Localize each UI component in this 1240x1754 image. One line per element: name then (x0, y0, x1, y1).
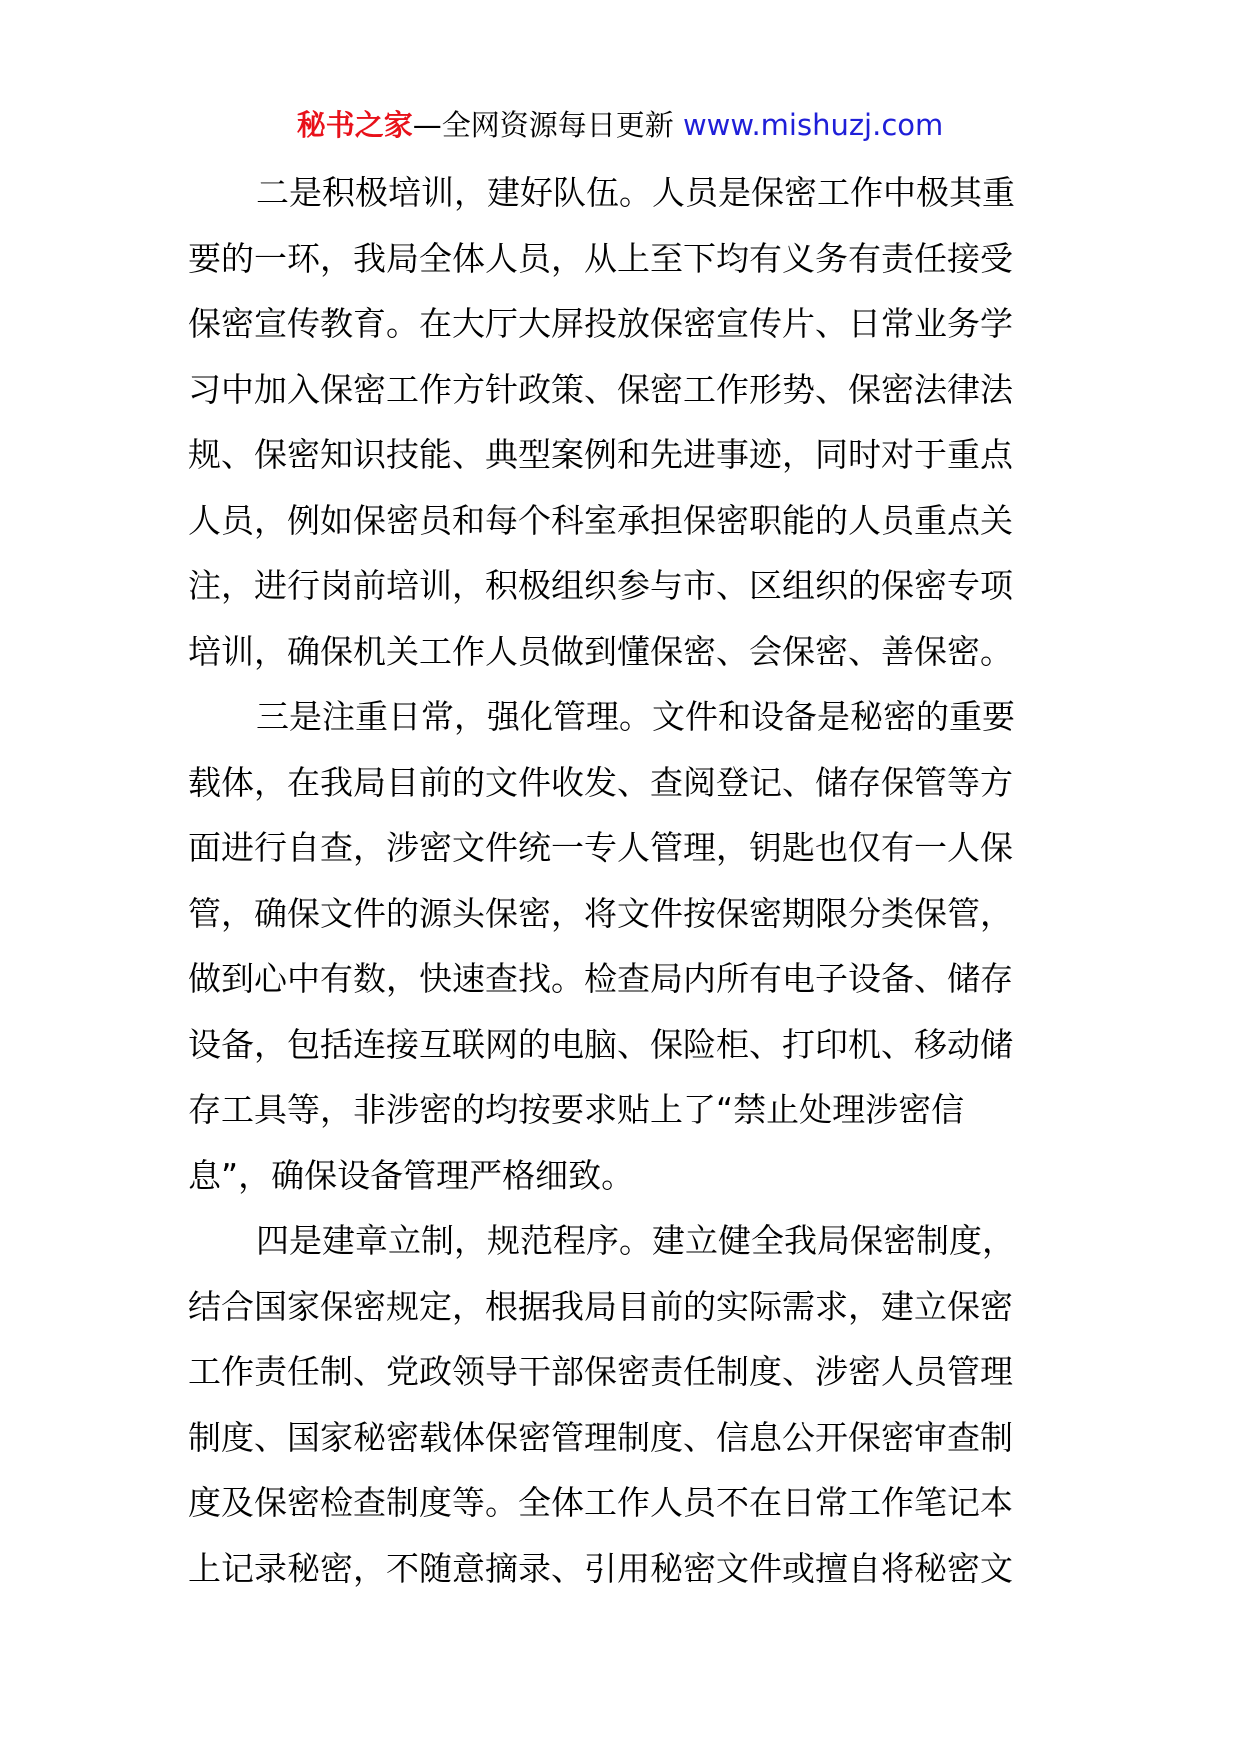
paragraph-first-line: 三是注重日常，强化管理。文件和设备是秘密的重要 (256, 697, 1015, 736)
paragraph-line: 做到心中有数，快速查找。检查局内所有电子设备、储存 (188, 959, 1013, 998)
paragraph-line: 管，确保文件的源头保密，将文件按保密期限分类保管， (188, 893, 1013, 933)
paragraph-line: 保密宣传教育。在大厅大屏投放保密宣传片、日常业务学 (188, 304, 1013, 343)
paragraph-line: 习中加入保密工作方针政策、保密工作形势、保密法律法 (188, 369, 1013, 409)
paragraph-line: 结合国家保密规定，根据我局目前的实际需求，建立保密 (188, 1286, 1013, 1326)
paragraph-line: 培训，确保机关工作人员做到懂保密、会保密、善保密。 (188, 631, 1013, 671)
paragraph-line: 设备，包括连接互联网的电脑、保险柜、打印机、移动储 (188, 1024, 1013, 1064)
paragraph-line: 面进行自查，涉密文件统一专人管理，钥匙也仅有一人保 (188, 828, 1013, 867)
paragraph-line: 度及保密检查制度等。全体工作人员不在日常工作笔记本 (188, 1483, 1013, 1522)
document-body (188, 160, 1056, 1601)
paragraph-line: 规、保密知识技能、典型案例和先进事迹，同时对于重点 (188, 435, 1013, 474)
paragraph-line: 存工具等，非涉密的均按要求贴上了“禁止处理涉密信 (188, 1090, 965, 1129)
site-tagline: —全网资源每日更新 (412, 108, 674, 142)
paragraph-first-line: 二是积极培训，建好队伍。人员是保密工作中极其重 (256, 173, 1015, 212)
paragraph-line: 人员，例如保密员和每个科室承担保密职能的人员重点关 (188, 500, 1013, 540)
site-brand: 秘书之家 (296, 108, 413, 142)
paragraph-first-line: 四是建章立制，规范程序。建立健全我局保密制度， (256, 1221, 1015, 1260)
paragraph-line: 注，进行岗前培训，积极组织参与市、区组织的保密专项 (188, 566, 1013, 605)
paragraph-line: 上记录秘密，不随意摘录、引用秘密文件或擅自将秘密文 (188, 1548, 1013, 1588)
paragraph-line: 工作责任制、党政领导干部保密责任制度、涉密人员管理 (188, 1352, 1013, 1391)
paragraph-line: 要的一环，我局全体人员，从上至下均有义务有责任接受 (188, 238, 1013, 278)
paragraph-line: 制度、国家秘密载体保密管理制度、信息公开保密审查制 (188, 1417, 1013, 1457)
paragraph-line: 载体，在我局目前的文件收发、查阅登记、储存保管等方 (188, 762, 1013, 802)
site-header (0, 100, 1240, 150)
paragraph-line: 息”，确保设备管理严格细致。 (188, 1155, 635, 1195)
site-url-link[interactable]: www.mishuzj.com (682, 108, 944, 142)
